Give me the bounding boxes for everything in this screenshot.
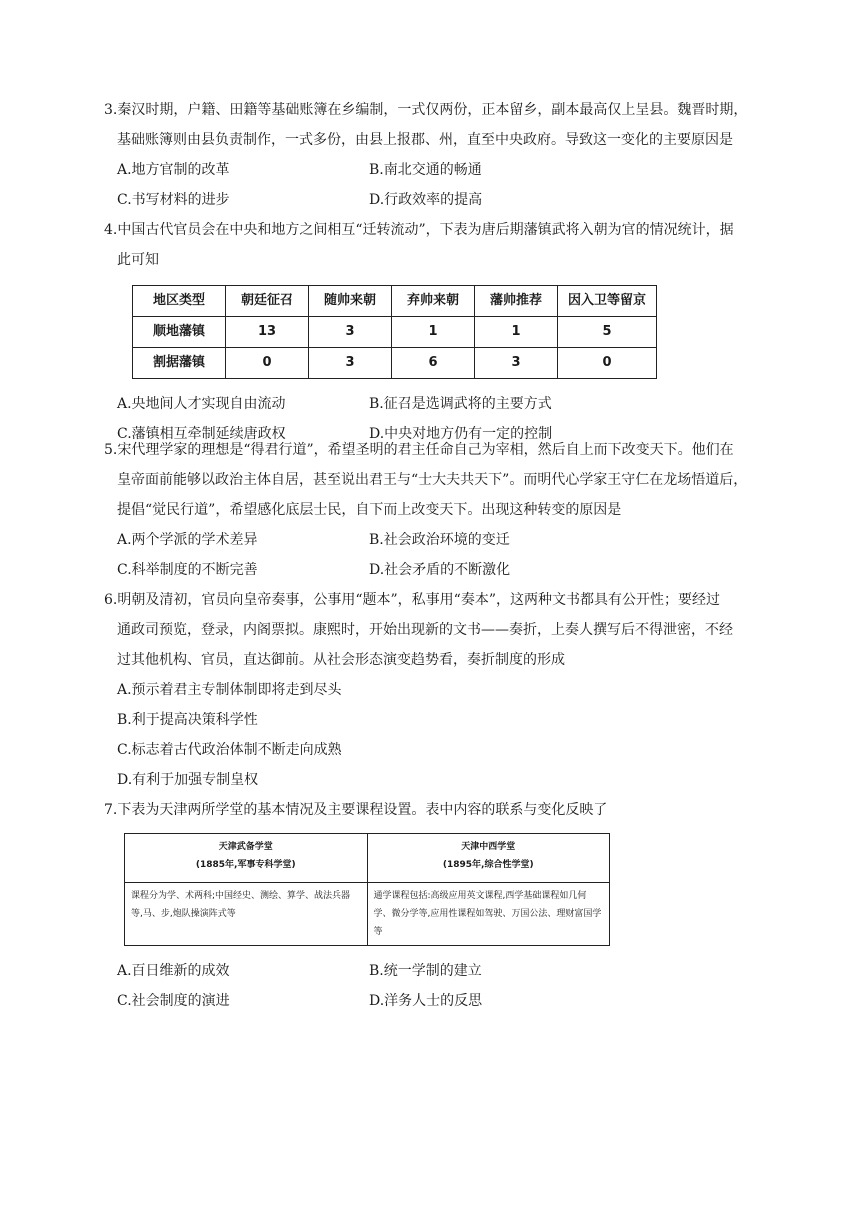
table-header-cell: 朝廷征召 — [226, 286, 309, 317]
table-header-cell — [367, 834, 610, 883]
option-d[interactable]: D.社会矛盾的不断激化 — [369, 562, 511, 578]
question-5 — [104, 435, 774, 585]
schools-table — [124, 833, 610, 946]
question-3-options — [104, 155, 774, 215]
question-6-stem — [104, 585, 774, 615]
table-header-row — [125, 834, 610, 883]
table-header-cell: 因入卫等留京 — [558, 286, 657, 317]
question-3-stem-line-1: 秦汉时期，户籍、田籍等基础账簿在乡编制，一式仅两份，正本留乡，副本最高仅上呈县。魏晋时期， — [117, 102, 748, 118]
question-3-stem-line-2: 基础账簿则由县负责制作，一式多份，由县上报郡、州，直至中央政府。导致这一变化的主要原因是 — [117, 132, 733, 148]
option-b[interactable]: B.利于提高决策科学性 — [117, 712, 258, 728]
question-3-number: 3. — [104, 102, 118, 118]
table-cell: 3 — [475, 348, 558, 379]
school-2-subtitle: (1895年,综合性学堂) — [442, 860, 534, 870]
option-a[interactable]: A.地方官制的改革 — [117, 162, 230, 178]
table-cell: 13 — [226, 317, 309, 348]
question-6 — [104, 585, 774, 795]
option-c[interactable]: C.书写材料的进步 — [117, 192, 230, 208]
option-a[interactable]: A.央地间人才实现自由流动 — [117, 396, 286, 412]
table-row — [133, 317, 657, 348]
table-cell: 1 — [475, 317, 558, 348]
table-cell: 3 — [309, 317, 392, 348]
table-cell: 割据藩镇 — [133, 348, 226, 379]
question-5-stem — [104, 435, 774, 465]
table-cell: 6 — [392, 348, 475, 379]
table-cell: 5 — [558, 317, 657, 348]
question-7-stem-line-1: 下表为天津两所学堂的基本情况及主要课程设置。表中内容的联系与变化反映了 — [117, 802, 608, 818]
table-header-cell: 藩帅推荐 — [475, 286, 558, 317]
question-6-stem-line-2: 通政司预览，登录，内阁票拟。康熙时，开始出现新的文书——奏折，上奏人撰写后不得泄密，不经 — [117, 622, 733, 638]
table-header-row — [133, 286, 657, 317]
table-cell: 3 — [309, 348, 392, 379]
option-b[interactable]: B.南北交通的畅通 — [369, 162, 482, 178]
question-6-options — [104, 675, 774, 795]
question-7-options — [104, 956, 774, 1016]
question-3-stem — [104, 95, 774, 125]
option-a[interactable]: A.两个学派的学术差异 — [117, 532, 258, 548]
table-cell: 0 — [558, 348, 657, 379]
question-4 — [104, 215, 774, 449]
question-6-stem-line-3: 过其他机构、官员，直达御前。从社会形态演变趋势看，奏折制度的形成 — [117, 652, 565, 668]
school-2-courses: 通学课程包括:高级应用英文课程,西学基础课程如几何学、微分学等,应用性课程如驾驶、万国公法、理财富国学等 — [367, 883, 610, 946]
officials-table — [132, 285, 657, 379]
school-1-courses: 课程分为学、术两科;中国经史、测绘、算学、战法兵器等,马、步,炮队操演阵式等 — [125, 883, 368, 946]
question-4-stem — [104, 215, 774, 245]
option-c[interactable]: C.标志着古代政治体制不断走向成熟 — [117, 742, 342, 758]
option-b[interactable]: B.社会政治环境的变迁 — [369, 532, 510, 548]
table-row — [133, 348, 657, 379]
table-header-cell: 随帅来朝 — [309, 286, 392, 317]
question-4-stem-line-2: 此可知 — [117, 252, 159, 268]
table-header-cell: 地区类型 — [133, 286, 226, 317]
table-header-cell — [125, 834, 368, 883]
option-b[interactable]: B.统一学制的建立 — [369, 963, 482, 979]
question-5-stem-line-3: 提倡“觉民行道”，希望感化底层士民，自下而上改变天下。出现这种转变的原因是 — [117, 502, 622, 518]
question-5-options — [104, 525, 774, 585]
option-c[interactable]: C.藩镇相互牵制延续唐政权 — [117, 426, 286, 442]
school-2-title: 天津中西学堂 — [461, 842, 516, 852]
question-4-stem-line-1: 中国古代官员会在中央和地方之间相互“迁转流动”，下表为唐后期藩镇武将入朝为官的情况统计，据 — [117, 222, 734, 238]
school-1-title: 天津武备学堂 — [218, 842, 273, 852]
question-7-stem — [104, 795, 774, 825]
question-5-stem-line-2: 皇帝面前能够以政治主体自居，甚至说出君王与“士大夫共天下”。而明代心学家王守仁在龙场悟道后， — [117, 472, 748, 488]
option-d[interactable]: D.中央对地方仍有一定的控制 — [369, 426, 553, 442]
option-a[interactable]: A.百日维新的成效 — [117, 963, 230, 979]
question-7-number: 7. — [104, 802, 118, 818]
question-6-number: 6. — [104, 592, 118, 608]
table-row — [125, 883, 610, 946]
table-cell: 顺地藩镇 — [133, 317, 226, 348]
question-5-number: 5. — [104, 442, 118, 458]
option-c[interactable]: C.社会制度的演进 — [117, 993, 230, 1009]
option-c[interactable]: C.科举制度的不断完善 — [117, 562, 258, 578]
question-5-stem-line-1: 宋代理学家的理想是“得君行道”，希望圣明的君主任命自己为宰相，然后自上而下改变天下。他们在 — [117, 442, 734, 458]
question-7 — [104, 795, 774, 1016]
option-a[interactable]: A.预示着君主专制体制即将走到尽头 — [117, 682, 342, 698]
question-3 — [104, 95, 774, 215]
option-d[interactable]: D.有利于加强专制皇权 — [117, 772, 259, 788]
question-6-stem-line-1: 明朝及清初，官员向皇帝奏事，公事用“题本”，私事用“奏本”，这两种文书都具有公开性；要经过 — [117, 592, 720, 608]
question-4-number: 4. — [104, 222, 118, 238]
option-b[interactable]: B.征召是选调武将的主要方式 — [369, 396, 552, 412]
option-d[interactable]: D.行政效率的提高 — [369, 192, 483, 208]
table-header-cell: 弃帅来朝 — [392, 286, 475, 317]
table-cell: 1 — [392, 317, 475, 348]
table-cell: 0 — [226, 348, 309, 379]
option-d[interactable]: D.洋务人士的反思 — [369, 993, 483, 1009]
school-1-subtitle: (1885年,军事专科学堂) — [195, 860, 296, 870]
